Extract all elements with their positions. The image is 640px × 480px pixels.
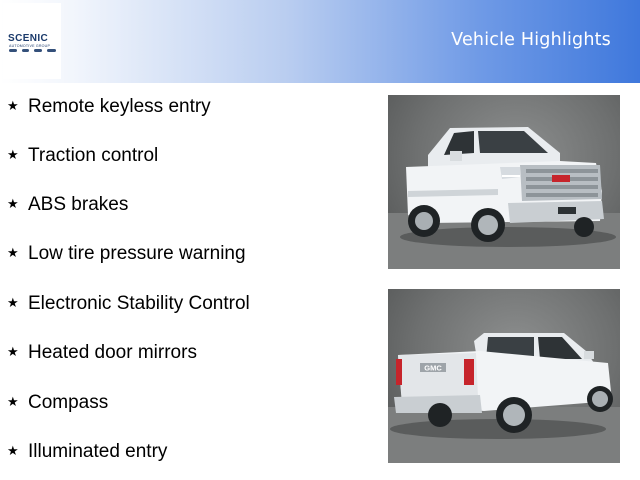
brand-mark-icon [9,49,17,52]
logo-name: SCENIC [8,33,49,44]
star-icon: ★ [7,246,19,261]
feature-label: Traction control [28,145,159,166]
feature-label: Low tire pressure warning [28,243,246,264]
page-title: Vehicle Highlights [451,30,611,50]
star-icon: ★ [7,345,19,360]
feature-label: ABS brakes [28,194,129,215]
truck-rear-image [388,289,620,463]
feature-label: Illuminated entry [28,441,168,462]
feature-item [0,342,380,366]
star-icon: ★ [7,296,19,311]
feature-item [0,293,380,317]
brand-mark-icon [34,49,42,52]
tailgate-badge: GMC [424,363,442,373]
feature-item [0,145,380,169]
feature-label: Heated door mirrors [28,342,197,363]
vehicle-photo-rear [388,289,620,463]
star-icon: ★ [7,395,19,410]
feature-label: Electronic Stability Control [28,293,250,314]
feature-label: Remote keyless entry [28,96,211,117]
truck-front-image [388,95,620,269]
vehicle-photo-front [388,95,620,269]
feature-item [0,96,380,120]
feature-item [0,243,380,267]
star-icon: ★ [7,99,19,114]
brand-mark-icon [47,49,56,52]
header-banner [0,0,640,83]
star-icon: ★ [7,148,19,163]
feature-label: Compass [28,392,109,413]
feature-item [0,392,380,416]
feature-item [0,441,380,465]
dealer-logo [3,3,61,79]
star-icon: ★ [7,197,19,212]
star-icon: ★ [7,444,19,459]
logo-subtitle: AUTOMOTIVE GROUP [9,44,51,48]
brand-mark-icon [22,49,29,52]
feature-item [0,194,380,218]
logo-brand-marks [9,49,61,53]
